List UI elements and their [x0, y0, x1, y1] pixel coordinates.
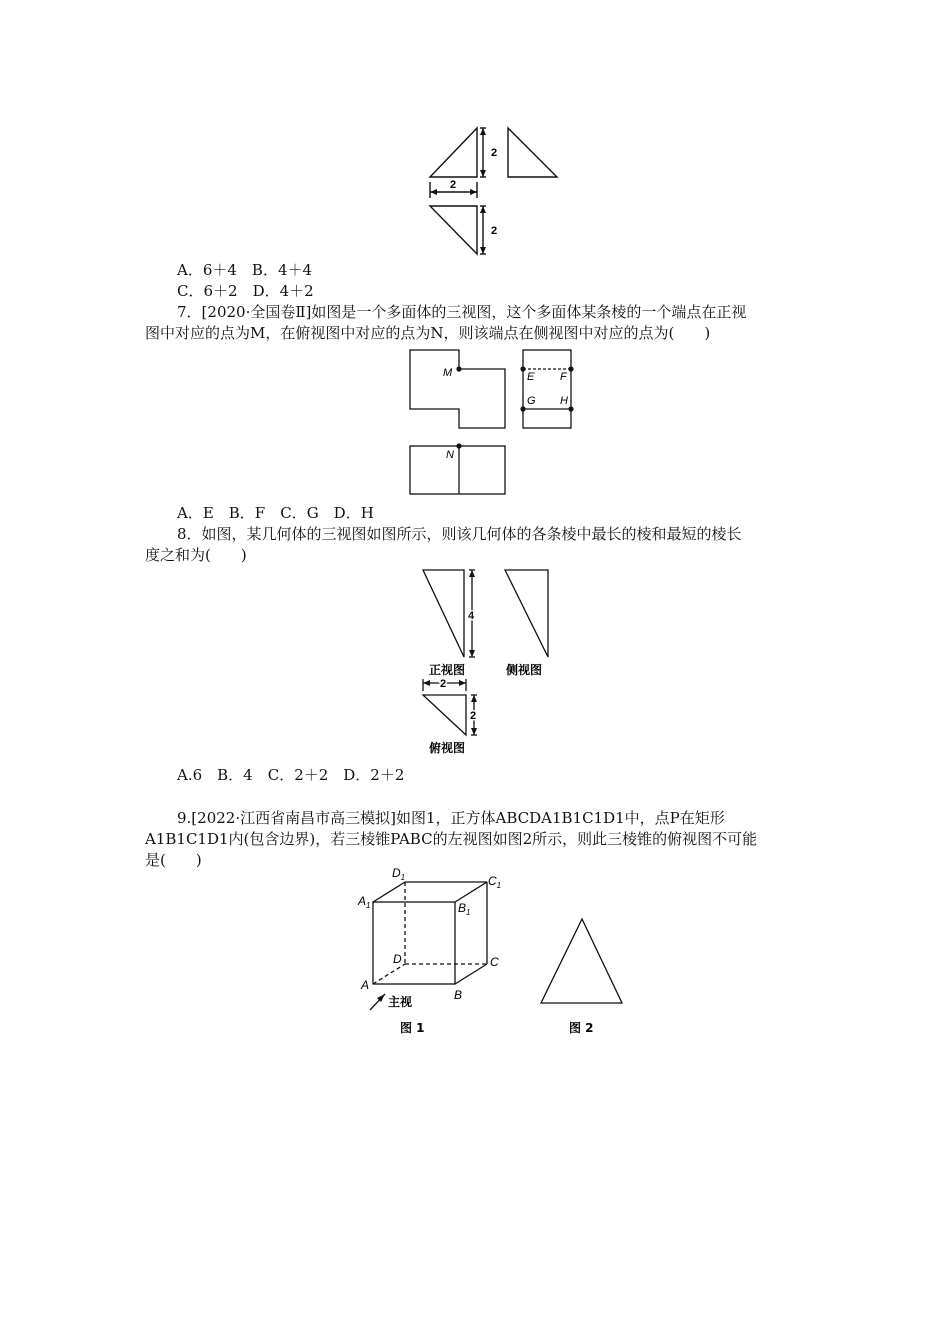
q8-side-view — [505, 570, 548, 657]
q8-dim-top-w: 2 — [440, 678, 447, 690]
q6-dim-front-w: 2 — [450, 179, 457, 191]
q6-front-view — [430, 128, 477, 177]
q9-fig1-caption: 图 1 — [400, 1021, 425, 1035]
q9-fig2-caption: 图 2 — [569, 1021, 594, 1035]
q9-label-A: A — [361, 978, 370, 992]
q6-options-line2: C．6＋2 D．4＋2 — [177, 282, 314, 300]
q8-options: A.6 B．4 C．2＋2 D．2＋2 — [177, 766, 405, 784]
q6-dim-top-h: 2 — [491, 225, 498, 237]
q9-label-B: B — [454, 988, 463, 1002]
q8-side-caption: 侧视图 — [506, 663, 543, 677]
q9-stem-line1: 9.[2022·江西省南昌市高三模拟]如图1，正方体ABCDA1B1C1D1中，点P在矩形 — [177, 809, 725, 827]
q9-stem-line2: A1B1C1D1内(包含边界)，若三棱锥PABC的左视图如图2所示，则此三棱锥的俯视图不可能 — [145, 830, 758, 848]
q8-three-view-figure — [415, 565, 565, 760]
q7-options: A．E B．F C．G D．H — [177, 504, 374, 522]
q9-label-C1: $C_1$ — [488, 874, 502, 890]
q9-label-D: D — [393, 952, 402, 966]
q9-label-A1: $A_1$ — [358, 894, 371, 910]
q7-front-view — [410, 350, 505, 428]
q7-side-view — [523, 350, 571, 428]
q9-arrow-label: 主视 — [388, 995, 413, 1009]
q7-label-N: N — [446, 449, 454, 461]
q9-stem-line3: 是( ) — [145, 851, 202, 869]
q6-dim-front-h: 2 — [491, 147, 498, 159]
q7-label-G: G — [527, 395, 536, 407]
q6-side-view — [508, 128, 557, 177]
q6-three-view-figure — [420, 120, 570, 260]
q8-front-caption: 正视图 — [429, 663, 466, 677]
q7-label-H: H — [560, 395, 568, 407]
q8-stem-line2: 度之和为( ) — [145, 546, 247, 564]
q7-label-M: M — [443, 367, 453, 379]
q7-top-view — [410, 446, 505, 494]
q8-stem-line1: 8．如图，某几何体的三视图如图所示，则该几何体的各条棱中最长的棱和最短的棱长 — [177, 525, 742, 543]
q8-dim-h: 4 — [468, 610, 475, 622]
q8-top-caption: 俯视图 — [429, 741, 466, 755]
q7-label-F: F — [560, 371, 567, 383]
q7-label-E: E — [527, 371, 535, 383]
q9-cube-front-face — [373, 902, 455, 984]
q9-triangle-fig2 — [541, 919, 622, 1003]
q8-top-view — [423, 695, 466, 735]
q7-stem-line1: 7．[2020·全国卷Ⅱ]如图是一个多面体的三视图，这个多面体某条棱的一个端点在正视 — [177, 303, 747, 321]
q8-dim-top-h: 2 — [470, 710, 477, 722]
q7-stem-line2: 图中对应的点为M，在俯视图中对应的点为N，则该端点在侧视图中对应的点为( ) — [145, 324, 711, 342]
q6-options-line1: A．6＋4 B．4＋4 — [177, 261, 313, 279]
q9-label-D1: $D_1$ — [392, 866, 406, 882]
q6-top-view — [430, 206, 477, 254]
q9-cube-figure — [350, 862, 640, 1042]
q9-label-B1: $B_1$ — [458, 901, 471, 917]
q7-three-view-figure — [405, 345, 580, 500]
q8-front-view — [423, 570, 464, 657]
q9-label-C: C — [490, 955, 499, 969]
